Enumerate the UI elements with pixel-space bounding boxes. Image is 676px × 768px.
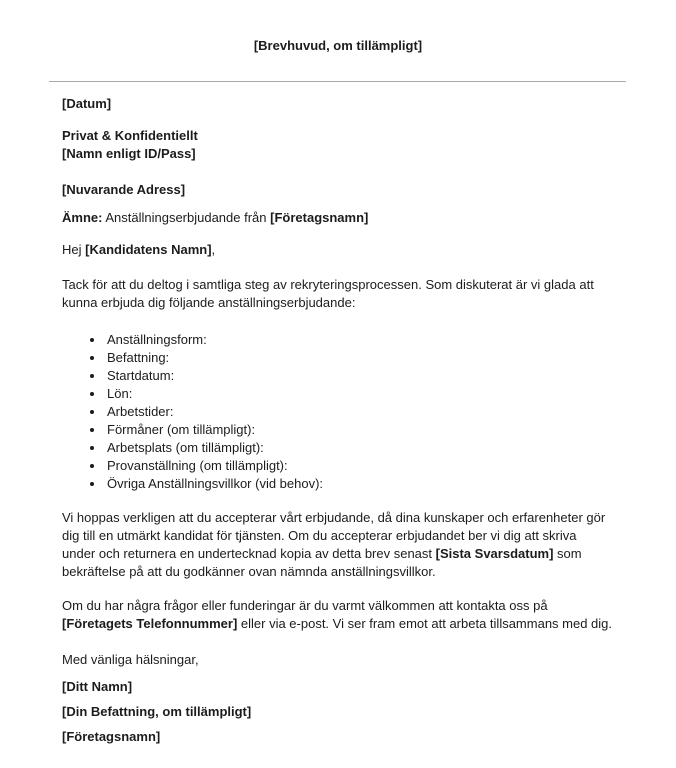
list-item: • Övriga Anställningsvillkor (vid behov): [105,475,628,493]
acceptance-line-2: dig till en utmärkt kandidat för tjänsten. Om du accepterar erbjudandet ber vi dig att skriva [62,528,577,543]
list-item: • Arbetstider: [105,403,628,421]
contact-line-1: Om du har några frågor eller funderingar är du varmt välkommen att kontakta oss på [62,598,548,613]
list-item: • Anställningsform: [105,331,628,349]
intro-line-2: kunna erbjuda dig följande anställningserbjudande: [62,295,356,310]
contact-paragraph [62,597,628,633]
list-item: • Lön: [105,385,628,403]
greeting-prefix: Hej [62,242,86,257]
sender-company-placeholder: [Företagsnamn] [62,729,161,744]
company-phone-placeholder: [Företagets Telefonnummer] [62,616,238,631]
acceptance-line-3-post: som [553,546,582,561]
recipient-name-placeholder: [Namn enligt ID/Pass] [62,146,196,161]
sender-name-placeholder: [Ditt Namn] [62,679,133,694]
sender-title-placeholder: [Din Befattning, om tillämpligt] [62,704,252,719]
subject-label: Ämne: [62,210,103,225]
reply-deadline-placeholder: [Sista Svarsdatum] [435,546,554,561]
list-item: • Förmåner (om tillämpligt): [105,421,628,439]
list-item: • Befattning: [105,349,628,367]
greeting-suffix: , [211,242,216,257]
date-placeholder: [Datum] [62,96,112,111]
acceptance-line-3-pre: under och returnera en undertecknad kopia av detta brev senast [62,546,436,561]
divider [49,81,626,82]
closing-line: Med vänliga hälsningar, [62,652,199,667]
acceptance-line-4: bekräftelse på att du godkänner ovan nämnda anställningsvillkor. [62,564,436,579]
contact-line-2 [62,615,628,633]
greeting-line [62,241,628,259]
list-item: • Startdatum: [105,367,628,385]
list-item: • Arbetsplats (om tillämpligt): [105,439,628,457]
letterhead-placeholder: [Brevhuvud, om tillämpligt] [253,38,423,53]
intro-line-1: Tack för att du deltog i samtliga steg av rekryteringsprocessen. Som diskuterat är vi glada att [62,277,594,292]
confidential-block [62,127,628,163]
list-item: • Provanställning (om tillämpligt): [105,457,628,475]
acceptance-line-1: Vi hoppas verkligen att du accepterar vårt erbjudande, då dina kunskaper och erfarenheter gör [62,510,606,525]
subject-company-placeholder: [Företagsnamn] [270,210,369,225]
contact-line-2-post: eller via e-post. Vi ser fram emot att arbeta tillsammans med dig. [237,616,613,631]
acceptance-paragraph [62,509,628,581]
intro-paragraph [62,276,628,312]
subject-text: Anställningserbjudande från [102,210,271,225]
confidential-label: Privat & Konfidentiellt [62,128,198,143]
recipient-address-placeholder: [Nuvarande Adress] [62,182,186,197]
candidate-name-placeholder: [Kandidatens Namn] [85,242,212,257]
subject-line [62,209,628,227]
acceptance-line-3 [62,545,628,563]
offer-terms-list [62,331,628,493]
letter-body [0,95,676,746]
